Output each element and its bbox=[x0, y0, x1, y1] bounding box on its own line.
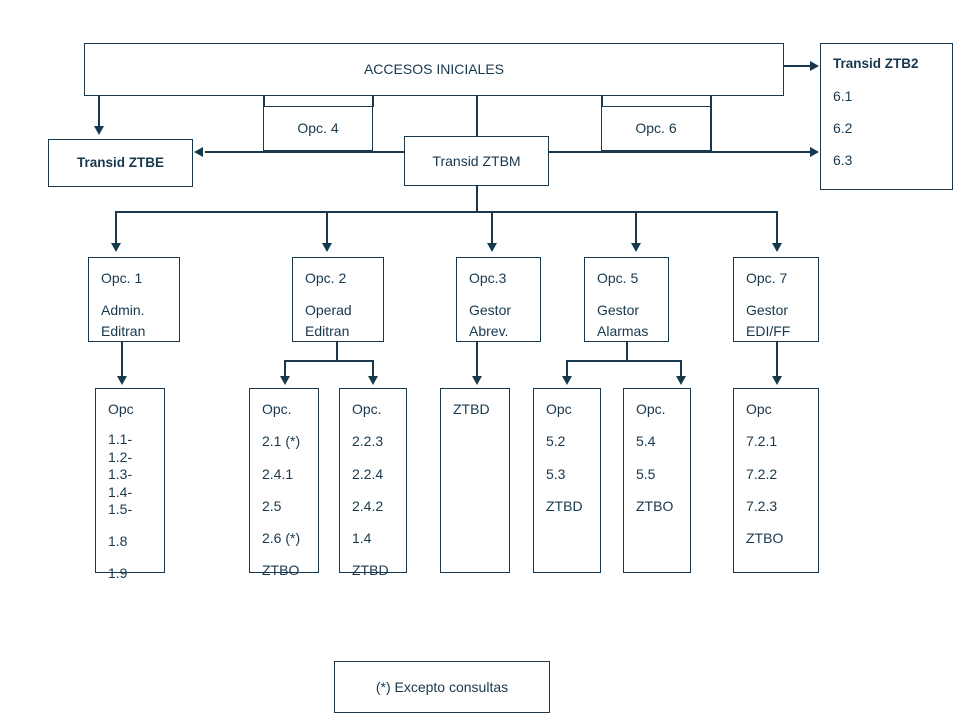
arrowhead-branch-5 bbox=[772, 243, 782, 252]
detail-3-item-1: 2.2.4 bbox=[352, 465, 384, 482]
arrowhead-detail-5 bbox=[562, 376, 572, 385]
detail-1-item-3: 1.4- bbox=[108, 483, 133, 500]
arrowhead-detail-7 bbox=[772, 376, 782, 385]
detail-box-6 bbox=[623, 388, 691, 573]
detail-box-4 bbox=[440, 388, 510, 573]
detail-1-header: Opc bbox=[108, 401, 134, 417]
branch-4-desc2: Alarmas bbox=[597, 322, 649, 339]
opc4-label: Opc. 4 bbox=[297, 120, 339, 137]
grid-tick-ztbm bbox=[476, 96, 478, 137]
arrowhead-detail-2 bbox=[280, 376, 290, 385]
footnote-box bbox=[334, 661, 550, 713]
arrowhead-title-to-ztbe bbox=[94, 126, 104, 135]
branch-4-code: Opc. 5 bbox=[597, 270, 639, 286]
branch-drop-4 bbox=[635, 211, 637, 245]
opc6-box bbox=[601, 106, 711, 151]
detail-7-item-0: 7.2.1 bbox=[746, 433, 778, 450]
arrowhead-detail-3 bbox=[368, 376, 378, 385]
detail-1-item-6: 1.9 bbox=[108, 565, 128, 582]
connector-branch1-detail1 bbox=[121, 342, 123, 378]
detail-7-item-3: ZTBO bbox=[746, 530, 784, 547]
branch-5-desc2: EDI/FF bbox=[746, 322, 791, 339]
detail-6-header: Opc. bbox=[636, 401, 666, 417]
transid-ztbm-box bbox=[404, 136, 549, 186]
branch-drop-5 bbox=[776, 211, 778, 245]
opc4-box bbox=[263, 106, 373, 151]
ztb2-item-1: 6.2 bbox=[833, 119, 853, 136]
detail-3-item-0: 2.2.3 bbox=[352, 433, 384, 450]
detail-2-item-3: 2.6 (*) bbox=[262, 530, 301, 547]
bus-horizontal bbox=[115, 211, 776, 213]
branch-drop-2 bbox=[326, 211, 328, 245]
accesos-iniciales-label: ACCESOS INICIALES bbox=[363, 61, 505, 78]
branch-2-desc1: Operad bbox=[305, 302, 352, 319]
grid-tick-opc6-left bbox=[601, 96, 603, 107]
arrowhead-detail-4 bbox=[472, 376, 482, 385]
arrowhead-branch-2 bbox=[322, 243, 332, 252]
connector-branch4-split bbox=[566, 360, 681, 362]
branch-3-code: Opc.3 bbox=[469, 270, 507, 286]
detail-2-item-0: 2.1 (*) bbox=[262, 433, 301, 450]
detail-1-item-4: 1.5- bbox=[108, 501, 133, 518]
grid-tick-left bbox=[263, 96, 265, 107]
connector-branch3-detail4 bbox=[476, 342, 478, 378]
transid-ztbm-label: Transid ZTBM bbox=[432, 152, 521, 169]
transid-ztb2-box bbox=[820, 43, 953, 190]
detail-6-item-2: ZTBO bbox=[636, 497, 674, 514]
grid-tick-opc4-right bbox=[372, 96, 374, 107]
branch-2-desc2: Editran bbox=[305, 322, 350, 339]
branch-drop-3 bbox=[491, 211, 493, 245]
branch-box-opc1 bbox=[88, 257, 180, 342]
connector-ztbm-to-ztbe bbox=[205, 151, 405, 153]
ztb2-item-2: 6.3 bbox=[833, 152, 853, 169]
branch-5-desc1: Gestor bbox=[746, 302, 789, 319]
opc6-label: Opc. 6 bbox=[635, 120, 677, 137]
branch-box-opc5 bbox=[584, 257, 669, 342]
detail-5-header: Opc bbox=[546, 401, 572, 417]
detail-5-item-0: 5.2 bbox=[546, 433, 566, 450]
detail-3-item-2: 2.4.2 bbox=[352, 497, 384, 514]
detail-2-item-4: ZTBO bbox=[262, 562, 300, 579]
arrowhead-detail-1 bbox=[117, 376, 127, 385]
connector-title-to-ztb2 bbox=[784, 65, 811, 67]
branch-3-desc1: Gestor bbox=[469, 302, 512, 319]
detail-6-item-0: 5.4 bbox=[636, 433, 656, 450]
branch-box-opc2 bbox=[292, 257, 384, 342]
connector-ztbm-to-ztb2 bbox=[549, 151, 811, 153]
detail-box-2 bbox=[249, 388, 319, 579]
detail-1-item-0: 1.1- bbox=[108, 431, 133, 448]
branch-5-code: Opc. 7 bbox=[746, 270, 788, 286]
detail-box-1 bbox=[95, 388, 165, 582]
connector-branch2-split bbox=[284, 360, 373, 362]
detail-3-item-4: ZTBD bbox=[352, 562, 389, 579]
branch-drop-1 bbox=[115, 211, 117, 245]
arrowhead-branch-1 bbox=[111, 243, 121, 252]
detail-box-3 bbox=[339, 388, 407, 579]
detail-1-item-2: 1.3- bbox=[108, 466, 133, 483]
branch-box-opc7 bbox=[733, 257, 819, 342]
branch-2-code: Opc. 2 bbox=[305, 270, 347, 286]
detail-7-item-1: 7.2.2 bbox=[746, 465, 778, 482]
detail-5-item-2: ZTBD bbox=[546, 497, 583, 514]
arrowhead-ztbm-to-ztb2 bbox=[810, 147, 819, 157]
detail-1-item-1: 1.2- bbox=[108, 448, 133, 465]
ztb2-item-0: 6.1 bbox=[833, 87, 853, 104]
accesos-iniciales-box bbox=[84, 43, 784, 96]
arrowhead-detail-6 bbox=[676, 376, 686, 385]
detail-3-item-3: 1.4 bbox=[352, 530, 372, 547]
connector-branch2-drop bbox=[336, 342, 338, 360]
branch-1-desc1: Admin. bbox=[101, 302, 145, 319]
branch-1-desc2: Editran bbox=[101, 322, 146, 339]
branch-4-desc1: Gestor bbox=[597, 302, 640, 319]
detail-1-item-5: 1.8 bbox=[108, 532, 128, 549]
connector-branch5-detail7 bbox=[776, 342, 778, 378]
connector-title-to-ztbe bbox=[98, 96, 100, 128]
branch-1-code: Opc. 1 bbox=[101, 270, 143, 286]
arrowhead-branch-3 bbox=[487, 243, 497, 252]
transid-ztbe-label: Transid ZTBE bbox=[76, 155, 164, 171]
detail-2-header: Opc. bbox=[262, 401, 292, 417]
detail-2-item-1: 2.4.1 bbox=[262, 465, 294, 482]
detail-4-header: ZTBD bbox=[453, 401, 490, 417]
footnote-label: (*) Excepto consultas bbox=[375, 678, 509, 695]
detail-2-item-2: 2.5 bbox=[262, 497, 282, 514]
detail-5-item-1: 5.3 bbox=[546, 465, 566, 482]
connector-branch4-drop bbox=[626, 342, 628, 360]
detail-7-header: Opc bbox=[746, 401, 772, 417]
arrowhead-title-to-ztb2 bbox=[810, 61, 819, 71]
arrowhead-ztbm-to-ztbe bbox=[194, 147, 203, 157]
detail-3-header: Opc. bbox=[352, 401, 382, 417]
detail-7-item-2: 7.2.3 bbox=[746, 497, 778, 514]
detail-box-7 bbox=[733, 388, 819, 573]
detail-6-item-1: 5.5 bbox=[636, 465, 656, 482]
branch-box-opc3 bbox=[456, 257, 541, 342]
arrowhead-branch-4 bbox=[631, 243, 641, 252]
grid-tick-opc6-right bbox=[710, 96, 712, 152]
bus-drop-from-ztbm bbox=[476, 186, 478, 211]
transid-ztbe-box bbox=[48, 139, 193, 187]
branch-3-desc2: Abrev. bbox=[469, 322, 509, 339]
transid-ztb2-title: Transid ZTB2 bbox=[833, 56, 919, 71]
detail-box-5 bbox=[533, 388, 601, 573]
